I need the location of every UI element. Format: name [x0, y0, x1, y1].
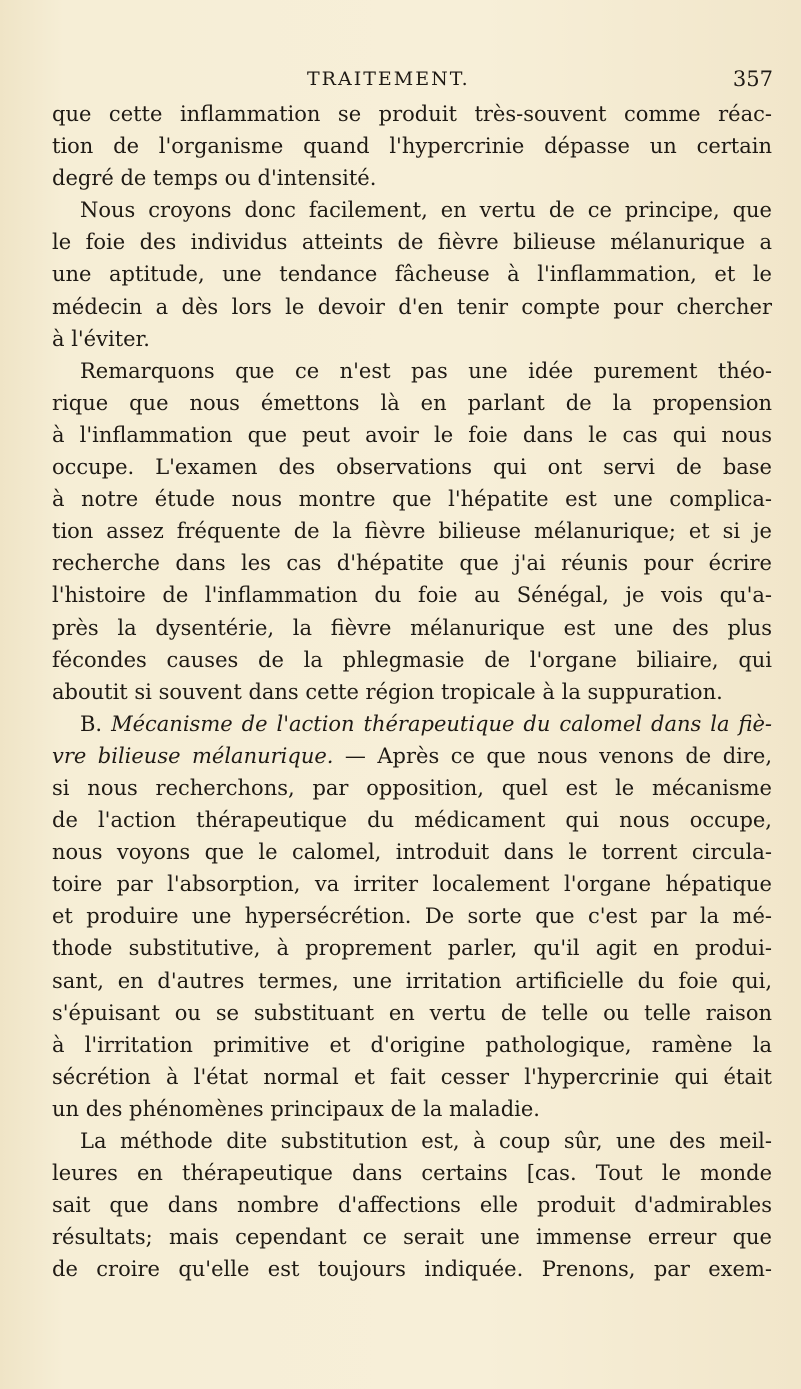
- text-line: La méthode dite substitution est, à coup sûr, une des meil-: [80, 1129, 772, 1153]
- section-heading: Mécanisme de l'action thérapeutique du calomel dans la fiè-: [111, 711, 772, 736]
- text-line: nous voyons que le calomel, introduit dans le torrent circula-: [52, 840, 772, 865]
- text-line: que cette inflammation se produit très-souvent comme réac-: [52, 102, 772, 126]
- paragraph-1: [52, 98, 772, 194]
- text-line: à l'irritation primitive et d'origine pathologique, ramène la: [52, 1032, 772, 1057]
- text-line: de croire qu'elle est toujours indiquée. Prenons, par exem-: [52, 1257, 772, 1282]
- text-line: s'épuisant ou se substituant en vertu de telle ou telle raison: [52, 1000, 772, 1025]
- running-header: [0, 64, 801, 94]
- text-line: aboutit si souvent dans cette région tropicale à la suppuration.: [52, 679, 723, 704]
- text-line: tion de l'organisme quand l'hypercrinie dépasse un certain: [52, 134, 772, 159]
- text-line: leures en thérapeutique dans certains [cas. Tout le monde: [52, 1161, 772, 1186]
- text-line: Remarquons que ce n'est pas une idée purement théo-: [80, 358, 772, 383]
- text-line: sait que dans nombre d'affections elle produit d'admirables: [52, 1193, 772, 1218]
- text-line: degré de temps ou d'intensité.: [52, 166, 377, 191]
- section-heading-line: [52, 708, 772, 740]
- text-line: tion assez fréquente de la fièvre bilieuse mélanurique; et si je: [52, 519, 772, 544]
- text-line: occupe. L'examen des observations qui ont servi de base: [52, 455, 772, 480]
- text-line: et produire une hypersécrétion. De sorte que c'est par la mé-: [52, 904, 772, 929]
- text-line: une aptitude, une tendance fâcheuse à l'inflammation, et le: [52, 262, 772, 287]
- section-heading-continued: vre bilieuse mélanurique.: [52, 743, 334, 768]
- body-text: [52, 98, 772, 1285]
- paragraph-2: [52, 194, 772, 354]
- section-heading-rest: — Après ce que nous venons de dire,: [333, 743, 772, 768]
- running-title: TRAITEMENT.: [307, 68, 470, 90]
- page-number: 357: [732, 67, 773, 91]
- text-line: de l'action thérapeutique du médicament qui nous occupe,: [52, 808, 772, 833]
- paragraph-5: [52, 1125, 772, 1285]
- text-line: sécrétion à l'état normal et fait cesser l'hypercrinie qui était: [52, 1064, 772, 1089]
- text-line: si nous recherchons, par opposition, quel est le mécanisme: [52, 775, 772, 800]
- text-line: recherche dans les cas d'hépatite que j'ai réunis pour écrire: [52, 551, 772, 576]
- text-line: l'histoire de l'inflammation du foie au Sénégal, je vois qu'a-: [52, 583, 772, 608]
- section-heading-line: [52, 740, 772, 772]
- text-line: à l'éviter.: [52, 326, 150, 351]
- text-line: un des phénomènes principaux de la maladie.: [52, 1096, 540, 1121]
- text-line: à l'inflammation que peut avoir le foie dans le cas qui nous: [52, 422, 772, 447]
- text-line: thode substitutive, à proprement parler, qu'il agit en produi-: [52, 936, 772, 961]
- section-label: B.: [80, 711, 103, 736]
- text-line: médecin a dès lors le devoir d'en tenir compte pour chercher: [52, 294, 772, 319]
- text-line: résultats; mais cependant ce serait une immense erreur que: [52, 1225, 772, 1250]
- paragraph-3: [52, 355, 772, 708]
- text-line: Nous croyons donc facilement, en vertu de ce principe, que: [80, 198, 772, 223]
- text-line: toire par l'absorption, va irriter localement l'organe hépatique: [52, 872, 772, 897]
- text-line: à notre étude nous montre que l'hépatite est une complica-: [52, 487, 772, 512]
- text-line: sant, en d'autres termes, une irritation artificielle du foie qui,: [52, 968, 772, 993]
- section-b: [52, 708, 772, 1125]
- text-line: près la dysentérie, la fièvre mélanurique est une des plus: [52, 615, 772, 640]
- text-line: rique que nous émettons là en parlant de la propension: [52, 390, 772, 415]
- text-line: fécondes causes de la phlegmasie de l'organe biliaire, qui: [52, 647, 772, 672]
- text-line: le foie des individus atteints de fièvre bilieuse mélanurique a: [52, 230, 772, 255]
